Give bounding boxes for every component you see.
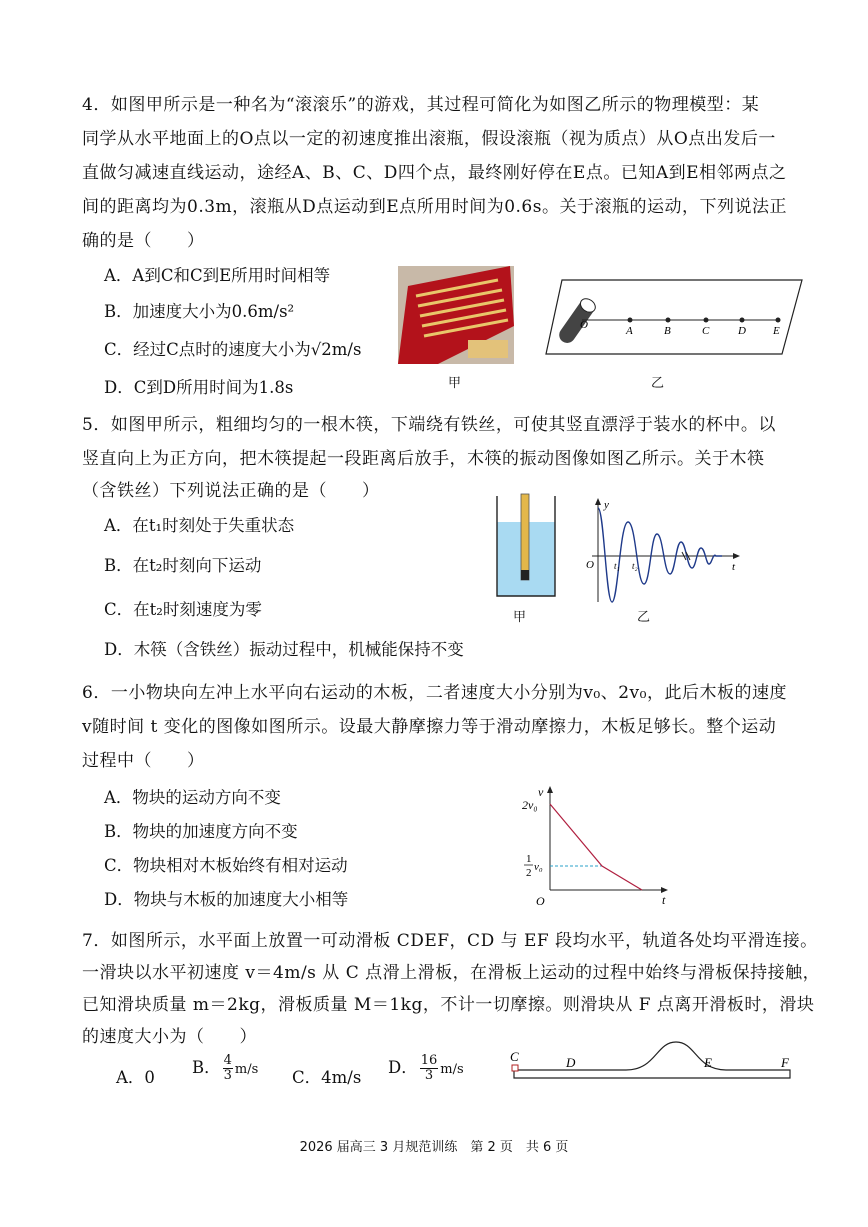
q6-label-half-den: 2 xyxy=(526,867,532,879)
q6-line-1: 6．一小物块向左冲上水平向右运动的木板，二者速度大小分别为v₀、2v₀，此后木板的速度 xyxy=(82,683,787,703)
q7-line-4: 的速度大小为（ ） xyxy=(82,1027,257,1047)
point-c-label: C xyxy=(702,325,710,337)
q4-line-5: 确的是（ ） xyxy=(82,231,205,251)
q7-line-2: 一滑块以水平初速度 v＝4m/s 从 C 点滑上滑板，在滑板上运动的过程中始终与滑板保持接触， xyxy=(82,963,821,983)
q5-option-b: B．在t₂时刻向下运动 xyxy=(104,556,262,575)
q7-option-b-den: 3 xyxy=(223,1068,232,1083)
q7-option-b-fraction xyxy=(223,1054,233,1083)
q5-option-a: A．在t₁时刻处于失重状态 xyxy=(104,516,295,535)
q4-option-b: B．加速度大小为0.6m/s² xyxy=(104,302,295,321)
point-d-label: D xyxy=(738,325,746,337)
point-b-label: B xyxy=(664,325,671,337)
q6-option-b: B．物块的加速度方向不变 xyxy=(104,822,298,841)
q4-caption-b: 乙 xyxy=(651,376,665,391)
q5-caption-a: 甲 xyxy=(513,610,527,625)
q7-option-d-num: 16 xyxy=(420,1053,438,1068)
q7-point-c: C xyxy=(510,1049,519,1064)
q5-option-c: C．在t₂时刻速度为零 xyxy=(104,600,262,619)
q4-line-3: 直做匀减速直线运动，途经A、B、C、D四个点，最终刚好停在E点。已知A到E相邻两点之 xyxy=(82,163,787,183)
q5-line-2: 竖直向上为正方向，把木筷提起一段距离后放手，木筷的振动图像如图乙所示。关于木筷 xyxy=(82,449,765,469)
q6-option-a: A．物块的运动方向不变 xyxy=(104,788,281,807)
q7-option-b xyxy=(192,1054,258,1083)
q4-caption-a: 甲 xyxy=(448,376,462,391)
q7-option-a: A．0 xyxy=(116,1068,155,1087)
q4-option-d: D．C到D所用时间为1.8s xyxy=(104,378,294,397)
point-a-label: A xyxy=(626,325,633,337)
q6-origin: O xyxy=(536,894,545,906)
q7-option-d-prefix: D． xyxy=(388,1058,418,1077)
q7-option-b-prefix: B． xyxy=(192,1058,221,1077)
q6-label-v0: v₀ xyxy=(534,861,543,873)
q7-point-e: E xyxy=(704,1055,712,1070)
page-footer: 2026 届高三 3 月规范训练 第 2 页 共 6 页 xyxy=(299,1140,569,1155)
q7-option-b-unit: m/s xyxy=(234,1062,259,1077)
q5-caption-b: 乙 xyxy=(637,610,651,625)
q6-axis-t: t xyxy=(662,893,666,906)
q5-option-d: D．木筷（含铁丝）振动过程中，机械能保持不变 xyxy=(104,640,464,659)
q7-option-b-num: 4 xyxy=(223,1053,232,1068)
q6-velocity-graph xyxy=(516,782,674,906)
q5-axis-t: t xyxy=(732,561,736,573)
q7-option-d-fraction xyxy=(420,1054,439,1083)
q7-slide-board-diagram xyxy=(506,1038,796,1084)
q7-line-1: 7．如图所示，水平面上放置一可动滑板 CDEF，CD 与 EF 段均水平，轨道各处均平滑连接。 xyxy=(82,931,818,951)
q6-line-2: v随时间 t 变化的图像如图所示。设最大静摩擦力等于滑动摩擦力，木板足够长。整个运动 xyxy=(82,717,777,737)
q5-line-1: 5．如图甲所示，粗细均匀的一根木筷，下端绕有铁丝，可使其竖直漂浮于装水的杯中。以 xyxy=(82,415,776,435)
q7-point-d: D xyxy=(566,1055,576,1070)
q6-axis-v: v xyxy=(538,785,544,799)
q4-photo-game xyxy=(398,266,514,364)
q7-option-c: C．4m/s xyxy=(292,1068,362,1087)
q5-oscillation-graph xyxy=(582,494,742,604)
q4-line-4: 间的距离均为0.3m，滚瓶从D点运动到E点所用时间为0.6s。关于滚瓶的运动，下列说法正 xyxy=(82,197,787,217)
q4-line-2: 同学从水平地面上的O点以一定的初速度推出滚瓶，假设滚瓶（视为质点）从O点出发后一 xyxy=(82,129,776,149)
q5-origin: O xyxy=(586,559,594,571)
point-o-label: O xyxy=(580,319,588,331)
q4-line-1: 4．如图甲所示是一种名为“滚滚乐”的游戏，其过程可简化为如图乙所示的物理模型：某 xyxy=(82,95,760,115)
q6-line-3: 过程中（ ） xyxy=(82,751,205,771)
q6-option-d: D．物块与木板的加速度大小相等 xyxy=(104,890,349,909)
q7-line-3: 已知滑块质量 m＝2kg，滑板质量 M＝1kg，不计一切摩擦。则滑块从 F 点离开滑板时，滑块 xyxy=(82,995,815,1015)
q5-t2-label: t₂ xyxy=(632,561,638,571)
q7-option-d-unit: m/s xyxy=(440,1062,464,1077)
q7-option-d-den: 3 xyxy=(424,1068,434,1083)
q5-axis-y: y xyxy=(604,499,609,511)
q5-t1-label: t₁ xyxy=(614,561,620,571)
q7-option-d xyxy=(388,1054,464,1083)
q6-label-2v0: 2v₀ xyxy=(522,798,538,812)
q4-model-diagram xyxy=(544,276,804,358)
q4-option-a: A．A到C和C到E所用时间相等 xyxy=(104,266,331,285)
point-e-label: E xyxy=(773,325,780,337)
q5-line-3: （含铁丝）下列说法正确的是（ ） xyxy=(82,481,380,501)
q6-option-c: C．物块相对木板始终有相对运动 xyxy=(104,856,348,875)
q5-beaker-diagram xyxy=(494,492,558,600)
q4-option-c: C．经过C点时的速度大小为√2m/s xyxy=(104,340,362,359)
q6-label-half-num: 1 xyxy=(526,853,532,865)
q7-point-f: F xyxy=(781,1055,789,1070)
